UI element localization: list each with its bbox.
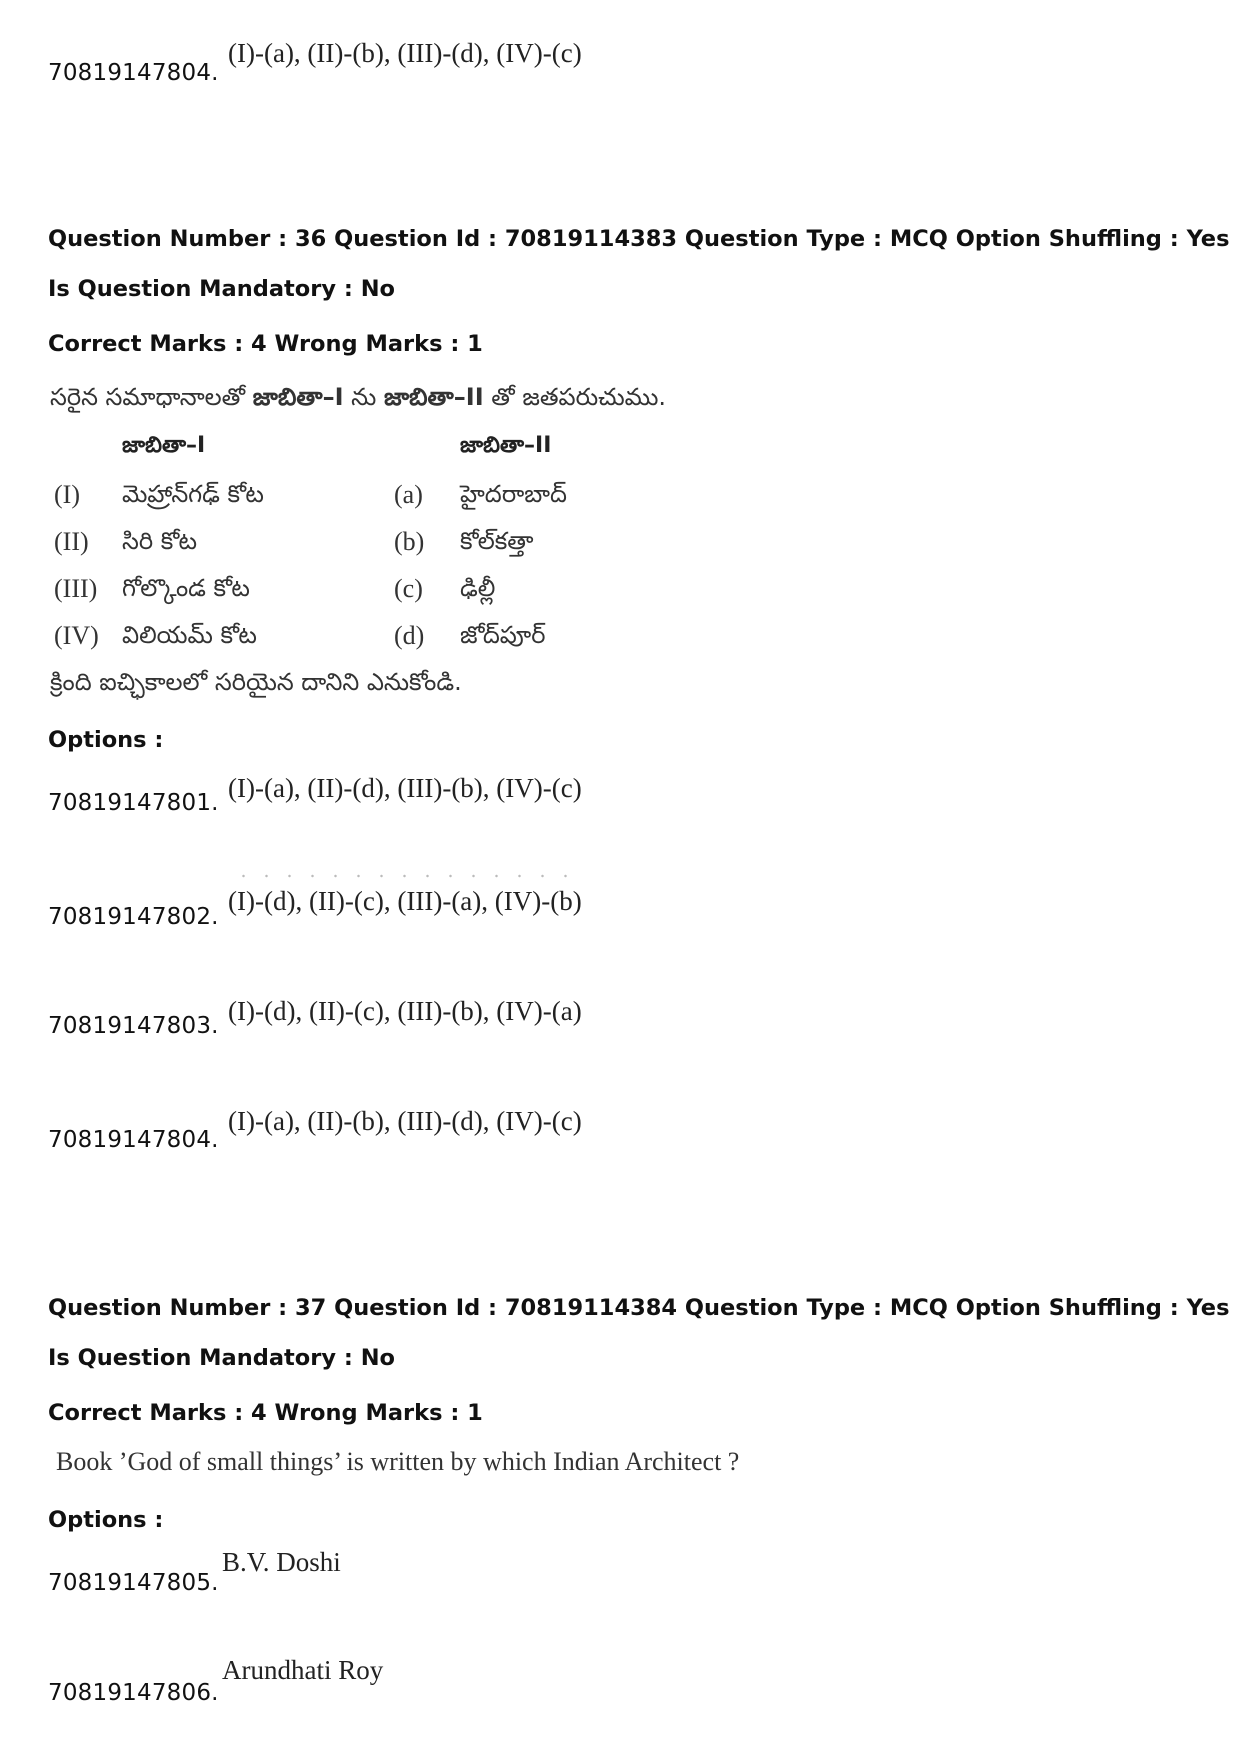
- options-label: Options :: [48, 1507, 164, 1533]
- instruction-list1: జాబితా–I: [252, 383, 344, 411]
- option-id: 70819147803.: [48, 1013, 219, 1039]
- q36-header: Question Number : 36 Question Id : 70819114383 Question Type : MCQ Option Shuffling : Yes: [48, 226, 1230, 252]
- instruction-text: ను: [343, 383, 384, 411]
- q37-marks: Correct Marks : 4 Wrong Marks : 1: [48, 1400, 483, 1426]
- q37-mandatory: Is Question Mandatory : No: [48, 1345, 395, 1371]
- row-match: హైదరాబాద్: [460, 480, 567, 508]
- option-text: (I)-(a), (II)-(d), (III)-(b), (IV)-(c): [228, 773, 582, 803]
- option-text: (I)-(a), (II)-(b), (III)-(d), (IV)-(c): [228, 1106, 582, 1136]
- row-item: గోల్కొండ కోట: [122, 574, 250, 602]
- row-letter: (b): [394, 527, 425, 556]
- option-id: 70819147806.: [48, 1680, 219, 1706]
- row-letter: (c): [394, 574, 423, 603]
- instruction-text: సరైన సమాధానాలతో: [50, 383, 253, 411]
- q36-marks: Correct Marks : 4 Wrong Marks : 1: [48, 331, 483, 357]
- list2-header: జాబితా–II: [460, 433, 552, 458]
- row-item: సిరి కోట: [122, 527, 198, 555]
- option-id: 70819147805.: [48, 1570, 219, 1596]
- option-id: 70819147802.: [48, 904, 219, 930]
- row-match: ఢిల్లీ: [460, 574, 496, 602]
- q37-header: Question Number : 37 Question Id : 70819114384 Question Type : MCQ Option Shuffling : Yes: [48, 1295, 1230, 1321]
- option-id: 70819147804.: [48, 60, 219, 86]
- row-match: జోద్‌పూర్: [460, 621, 546, 649]
- q37-question: Book ’God of small things’ is written by which Indian Architect ?: [56, 1447, 740, 1476]
- row-item: మెహ్రాన్‌గఢ్ కోట: [122, 480, 264, 508]
- row-num: (II): [54, 527, 89, 556]
- row-item: విలియమ్ కోట: [122, 621, 257, 649]
- option-text: (I)-(a), (II)-(b), (III)-(d), (IV)-(c): [228, 38, 582, 68]
- q36-choose-text: క్రింది ఐచ్ఛికాలలో సరియైన దానిని ఎనుకోండి.: [50, 668, 462, 696]
- row-num: (IV): [54, 621, 99, 650]
- row-letter: (d): [394, 621, 425, 650]
- option-text: (I)-(d), (II)-(c), (III)-(b), (IV)-(a): [228, 996, 582, 1026]
- option-id: 70819147801.: [48, 790, 219, 816]
- option-text: B.V. Doshi: [222, 1547, 341, 1577]
- row-letter: (a): [394, 480, 423, 509]
- list1-header: జాబితా–I: [122, 433, 206, 458]
- scan-dots: [232, 874, 577, 878]
- option-id: 70819147804.: [48, 1127, 219, 1153]
- q36-mandatory: Is Question Mandatory : No: [48, 276, 395, 302]
- option-text: (I)-(d), (II)-(c), (III)-(a), (IV)-(b): [228, 886, 582, 916]
- row-num: (III): [54, 574, 98, 603]
- instruction-text: తో జతపరుచుము.: [483, 383, 667, 411]
- row-match: కోల్‌కత్తా: [460, 527, 534, 555]
- q36-instruction: [50, 383, 666, 417]
- instruction-list2: జాబితా–II: [383, 383, 484, 411]
- option-text: Arundhati Roy: [222, 1655, 384, 1685]
- options-label: Options :: [48, 727, 164, 753]
- row-num: (I): [54, 480, 80, 509]
